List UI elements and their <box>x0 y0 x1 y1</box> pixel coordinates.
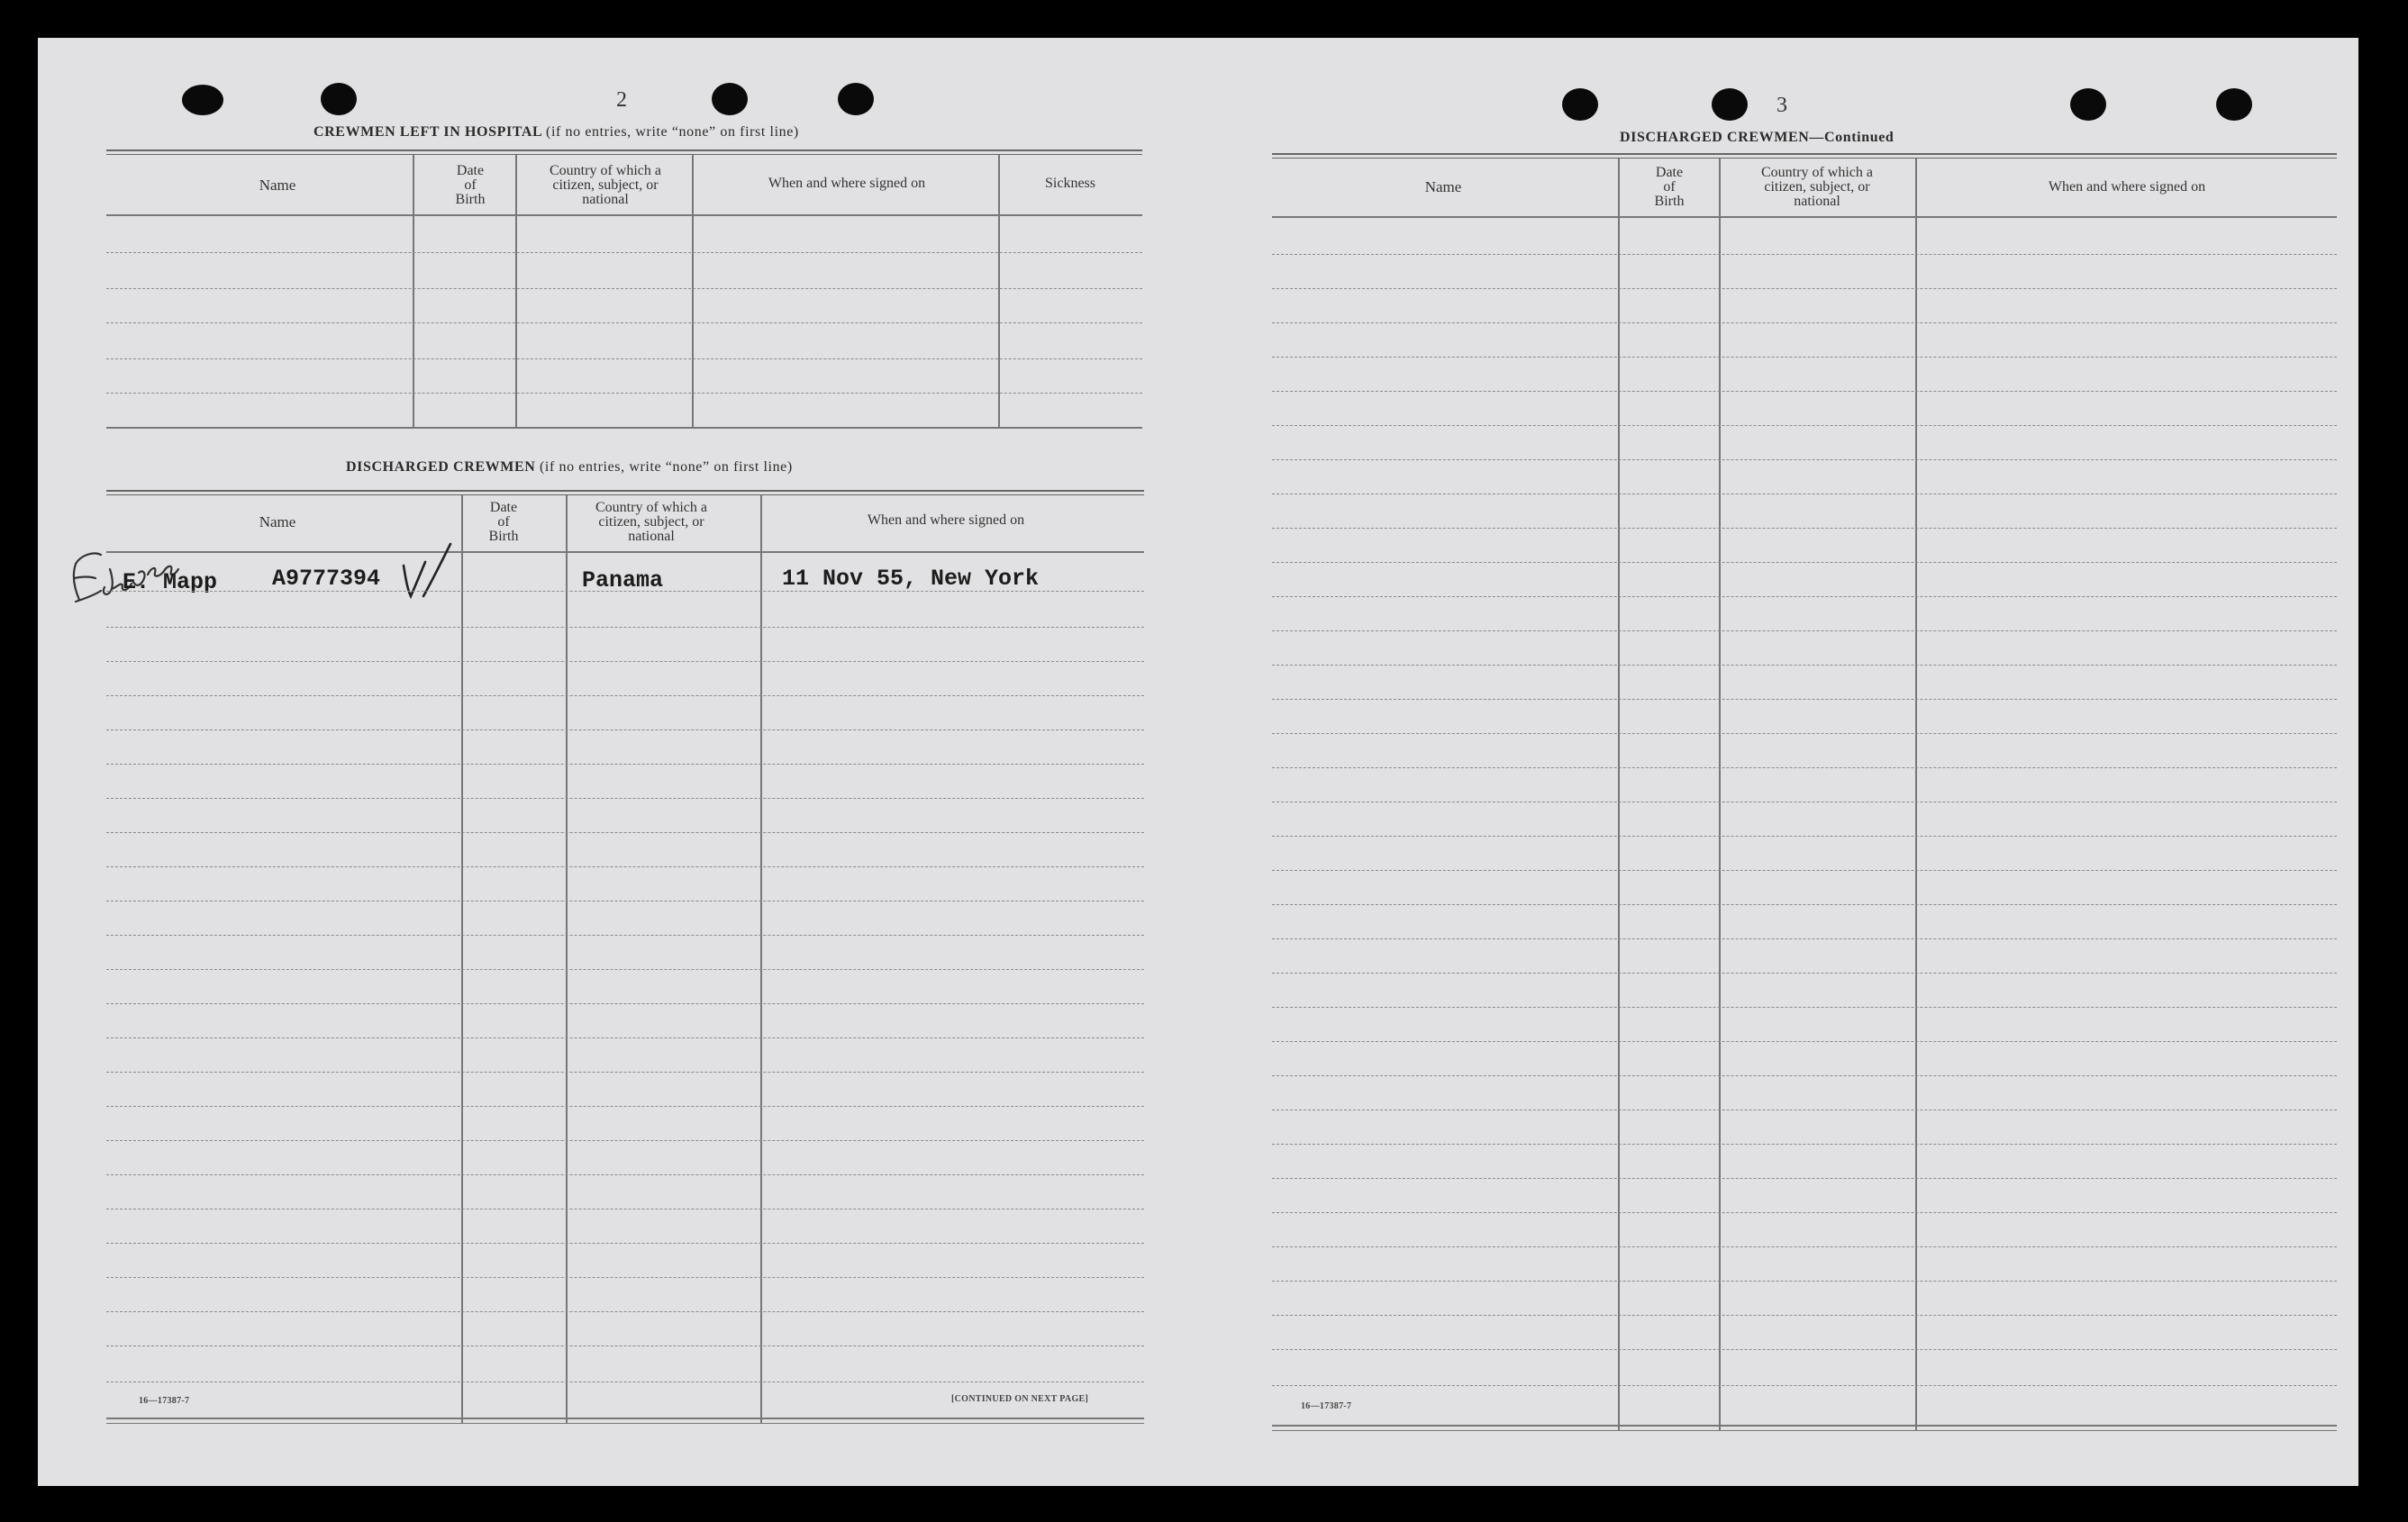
continued-header-name: Name <box>1424 178 1462 195</box>
continued-col-divider <box>1915 159 1917 1430</box>
discharged-row-line <box>106 729 1144 730</box>
punch-hole <box>1712 88 1748 121</box>
discharged-bottom-rule <box>106 1418 1144 1419</box>
hospital-bottom-rule <box>106 427 1142 429</box>
discharged-header-rule <box>106 551 1144 553</box>
continued-row-line <box>1272 562 2337 563</box>
continued-row-line <box>1272 425 2337 426</box>
continued-row-line <box>1272 1385 2337 1386</box>
discharged-row-line <box>106 935 1144 936</box>
hospital-col-divider <box>413 155 414 427</box>
continued-row-line <box>1272 767 2337 768</box>
hospital-table-top-rule <box>106 154 1142 155</box>
page-number-right: 3 <box>1776 94 1787 117</box>
punch-hole <box>2216 88 2252 121</box>
continued-title-text: DISCHARGED CREWMEN <box>1620 130 1810 145</box>
continued-row-line <box>1272 288 2337 289</box>
page-number-left: 2 <box>616 88 627 112</box>
discharged-title-text: DISCHARGED CREWMEN <box>346 459 536 475</box>
discharged-continued-title <box>1620 130 1894 146</box>
crewman-number: A9777394 <box>272 566 381 592</box>
continued-bottom-rule <box>1272 1430 2337 1431</box>
hospital-instruction: (if no entries, write “none” on first line) <box>546 124 799 140</box>
crewman-signed-on: 11 Nov 55, New York <box>782 566 1040 592</box>
continued-header-country: Country of which a citizen, subject, or national <box>1761 165 1873 209</box>
discharged-row-line <box>106 866 1144 867</box>
continued-header-rule <box>1272 216 2337 218</box>
continued-row-line <box>1272 528 2337 529</box>
continued-row-line <box>1272 357 2337 358</box>
continued-row-line <box>1272 596 2337 597</box>
continued-title-suffix: —Continued <box>1809 130 1895 145</box>
discharged-col-divider <box>760 495 762 1423</box>
hospital-header-dob: Date of Birth <box>455 163 486 207</box>
punch-hole <box>182 85 223 115</box>
continued-table-top-rule <box>1272 153 2337 155</box>
discharged-table-top-rule <box>106 490 1144 492</box>
discharged-table-top-rule <box>106 494 1144 495</box>
discharged-col-divider <box>461 495 463 1423</box>
hospital-header-sickness: Sickness <box>1045 176 1095 191</box>
hospital-section-title <box>313 124 799 140</box>
hospital-col-divider <box>692 155 694 427</box>
continued-row-line <box>1272 1212 2337 1213</box>
document-sheet <box>38 38 2358 1486</box>
continued-row-line <box>1272 1281 2337 1282</box>
discharged-row-line <box>106 1243 1144 1244</box>
discharged-row-line <box>106 969 1144 970</box>
continued-col-divider <box>1618 159 1620 1430</box>
discharged-row-line <box>106 1072 1144 1073</box>
continued-header-signed: When and where signed on <box>2048 179 2206 195</box>
discharged-row-line <box>106 1037 1144 1038</box>
discharged-row-line <box>106 1345 1144 1346</box>
continued-table-top-rule <box>1272 158 2337 159</box>
continued-row-line <box>1272 904 2337 905</box>
hospital-row-line <box>106 288 1142 289</box>
discharged-header-dob: Date of Birth <box>488 500 519 544</box>
discharged-row-line <box>106 661 1144 662</box>
hospital-col-divider <box>515 155 517 427</box>
form-number-left: 16—17387-7 <box>139 1396 190 1406</box>
discharged-row-line <box>106 627 1144 628</box>
punch-hole <box>2070 88 2106 121</box>
continued-col-divider <box>1719 159 1721 1430</box>
continued-row-line <box>1272 699 2337 700</box>
continued-row-line <box>1272 322 2337 323</box>
continued-bottom-rule <box>1272 1425 2337 1427</box>
discharged-row-line <box>106 798 1144 799</box>
continued-row-line <box>1272 938 2337 939</box>
discharged-row-line <box>106 695 1144 696</box>
hospital-header-signed: When and where signed on <box>768 176 926 191</box>
discharged-row-line <box>106 1174 1144 1175</box>
continued-row-line <box>1272 836 2337 837</box>
punch-hole <box>712 83 748 115</box>
discharged-col-divider <box>566 495 568 1423</box>
crewman-name: E. Mapp <box>123 569 218 595</box>
discharged-row-line <box>106 1003 1144 1004</box>
check-mark <box>395 539 467 602</box>
discharged-header-country: Country of which a citizen, subject, or national <box>595 500 707 544</box>
hospital-row-line <box>106 393 1142 394</box>
punch-hole <box>321 83 357 115</box>
discharged-row-line <box>106 591 1144 592</box>
discharged-row-line <box>106 764 1144 765</box>
hospital-header-name: Name <box>259 177 296 194</box>
discharged-header-signed: When and where signed on <box>867 512 1025 528</box>
hospital-row-line <box>106 358 1142 359</box>
discharged-row-line <box>106 1106 1144 1107</box>
continued-row-line <box>1272 973 2337 974</box>
hospital-header-country: Country of which a citizen, subject, or national <box>550 163 661 207</box>
punch-hole <box>838 83 874 115</box>
discharged-row-line <box>106 1277 1144 1278</box>
discharged-instruction: (if no entries, write “none” on first line) <box>539 459 793 475</box>
discharged-row-line <box>106 1311 1144 1312</box>
continued-row-line <box>1272 391 2337 392</box>
discharged-row-line <box>106 832 1144 833</box>
continued-row-line <box>1272 1349 2337 1350</box>
crewman-country: Panama <box>582 567 664 593</box>
continued-row-line <box>1272 1144 2337 1145</box>
hospital-row-line <box>106 322 1142 323</box>
continued-row-line <box>1272 1178 2337 1179</box>
continued-header-dob: Date of Birth <box>1654 165 1685 209</box>
continued-note: [CONTINUED ON NEXT PAGE] <box>951 1394 1089 1404</box>
continued-row-line <box>1272 665 2337 666</box>
discharged-header-name: Name <box>259 513 296 530</box>
continued-row-line <box>1272 1246 2337 1247</box>
continued-row-line <box>1272 1007 2337 1008</box>
continued-row-line <box>1272 630 2337 631</box>
hospital-title-text: CREWMEN LEFT IN HOSPITAL <box>313 124 542 140</box>
continued-row-line <box>1272 1075 2337 1076</box>
continued-row-line <box>1272 1315 2337 1316</box>
discharged-bottom-rule <box>106 1423 1144 1424</box>
hospital-row-line <box>106 252 1142 253</box>
discharged-section-title <box>346 459 793 476</box>
hospital-header-rule <box>106 214 1142 216</box>
continued-row-line <box>1272 733 2337 734</box>
discharged-row-line <box>106 1140 1144 1141</box>
hospital-table-top-rule <box>106 149 1142 151</box>
hospital-col-divider <box>998 155 1000 427</box>
punch-hole <box>1562 88 1598 121</box>
continued-row-line <box>1272 870 2337 871</box>
continued-row-line <box>1272 1041 2337 1042</box>
form-number-right: 16—17387-7 <box>1301 1401 1352 1411</box>
continued-row-line <box>1272 459 2337 460</box>
continued-row-line <box>1272 254 2337 255</box>
